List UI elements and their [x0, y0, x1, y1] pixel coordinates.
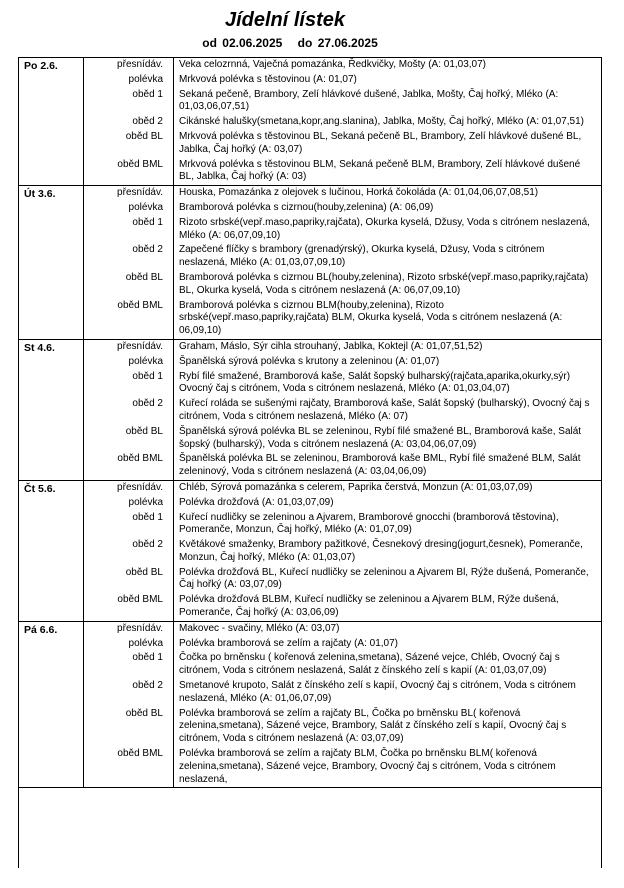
meal-type: oběd 2: [84, 397, 174, 425]
day-block: [19, 481, 601, 622]
page-title: Jídelní lístek: [224, 9, 346, 31]
to-date: 27.06.2025: [317, 36, 378, 50]
meal-description: Makovec - svačiny, Mléko (A: 03,07): [179, 622, 340, 634]
meal-row: [84, 243, 601, 271]
meal-row: [84, 370, 601, 398]
day-block: [19, 622, 601, 789]
meal-type: oběd BML: [84, 452, 174, 480]
meal-row: [84, 115, 601, 130]
meal-type: oběd 2: [84, 679, 174, 707]
meal-description: Polévka drožďová (A: 01,03,07,09): [179, 496, 334, 508]
day-block: [19, 186, 601, 340]
meal-type: přesnídáv.: [84, 622, 174, 637]
meal-description: Květákové smaženky, Brambory pažitkové, Česnekový dresing(jogurt,česnek), Pomeranče, Monzun, Čaj hořký, Mléko (A: 01,03,07): [179, 539, 583, 563]
meal-description: Bramborová polévka s cizrnou BLM(houby,zelenina), Rizoto srbské(vepř.maso,papriky,rajčata) BLM, Okurka kyselá, Voda s citrónem neslazená (A: 06,09,10): [179, 299, 563, 337]
meal-type: oběd BL: [84, 425, 174, 453]
meal-type: přesnídáv.: [84, 58, 174, 73]
meal-type: oběd 2: [84, 538, 174, 566]
meal-type: oběd 1: [84, 370, 174, 398]
meal-row: [84, 271, 601, 299]
meal-description: Rizoto srbské(vepř.maso,papriky,rajčata), Okurka kyselá, Džusy, Voda s citrónem neslazená, Mléko (A: 06,07,09,10): [179, 216, 590, 241]
meal-list: [84, 186, 601, 339]
meal-type: polévka: [84, 496, 174, 511]
meal-description: Chléb, Sýrová pomazánka s celerem, Paprika čerstvá, Monzun (A: 01,03,07,09): [179, 481, 533, 493]
day-label: St 4.6.: [19, 340, 84, 480]
meal-description: Smetanové krupoto, Salát z čínského zelí s kapií, Ovocný čaj s citrónem, Voda s citrónem neslazená, Mléko (A: 01,06,07,09): [179, 680, 576, 704]
meal-description: Mrkvová polévka s těstovinou (A: 01,07): [179, 73, 357, 85]
meal-description: Mrkvová polévka s těstovinou BL, Sekaná pečeně BL, Brambory, Zelí hlávkové dušené BL, Jablka, Čaj hořký (A: 03,07): [179, 130, 582, 155]
meal-description: Polévka bramborová se zelím a rajčaty (A: 01,07): [179, 637, 398, 649]
day-block: [19, 58, 601, 186]
meal-description: Španělská sýrová polévka BL se zeleninou, Rybí filé smažené BL, Bramborová kaše, Salát šopský (bulharský), Voda s citrónem neslazená (A: 03,04,06,07,09): [179, 425, 582, 450]
meal-type: oběd 1: [84, 651, 174, 679]
meal-row: [84, 186, 601, 201]
meal-row: [84, 88, 601, 116]
meal-description: Polévka bramborová se zelím a rajčaty BLM, Čočka po brněnsku BLM( kořenová zelenina,smetana), Sázené vejce, Brambory, Ovocný čaj s citrónem, Voda s citrónem neslazená,: [179, 748, 556, 785]
meal-type: oběd 1: [84, 511, 174, 539]
meal-description: Graham, Máslo, Sýr cihla strouhaný, Jablka, Koktejl (A: 01,07,51,52): [179, 340, 483, 352]
meal-description: Cikánské halušky(smetana,kopr,ang.slanina), Jablka, Mošty, Čaj hořký, Mléko (A: 01,07,51): [179, 116, 584, 128]
meal-description: Španělská sýrová polévka s krutony a zeleninou (A: 01,07): [179, 355, 440, 367]
meal-row: [84, 340, 601, 355]
meal-row: [84, 158, 601, 186]
meal-type: přesnídáv.: [84, 186, 174, 201]
meal-row: [84, 299, 601, 339]
meal-row: [84, 747, 601, 787]
day-label: Čt 5.6.: [19, 481, 84, 621]
meal-row: [84, 481, 601, 496]
meal-row: [84, 216, 601, 244]
meal-type: oběd BL: [84, 566, 174, 594]
meal-description: Kuřecí roláda se sušenými rajčaty, Bramborová kaše, Salát šopský (bulharský), Ovocný čaj s citrónem, Voda s citrónem neslazená, Mléko (A: 07): [179, 398, 590, 422]
meal-row: [84, 593, 601, 621]
meal-description: Rybí filé smažené, Bramborová kaše, Salát šopský bulharský(rajčata,aparika,okurky,sýr) Ovocný čaj s citrónem, Voda s citrónem neslazená, Mléko (A: 01,03,04,07): [179, 370, 571, 395]
date-range: [0, 36, 580, 50]
meal-row: [84, 511, 601, 539]
meal-type: oběd BL: [84, 707, 174, 747]
meal-row: [84, 58, 601, 73]
meal-description: Čočka po brněnsku ( kořenová zelenina,smetana), Sázené vejce, Chléb, Ovocný čaj s citrónem, Voda s citrónem neslazená, Salát z čínského zelí s kapií (A: 01,03,07,09): [179, 652, 560, 677]
day-label: Út 3.6.: [19, 186, 84, 339]
meal-row: [84, 651, 601, 679]
to-label: do: [297, 36, 313, 50]
meal-type: oběd BML: [84, 158, 174, 186]
meal-description: Mrkvová polévka s těstovinou BLM, Sekaná pečeně BLM, Brambory, Zelí hlávkové dušené BL, Jablka, Čaj hořký (A: 03): [179, 158, 581, 183]
meal-row: [84, 637, 601, 652]
meal-row: [84, 622, 601, 637]
meal-list: [84, 622, 601, 788]
meal-description: Polévka drožďová BLBM, Kuřecí nudličky se zeleninou a Ajvarem BLM, Rýže dušená, Pomeranče, Čaj hořký (A: 03,06,09): [179, 594, 559, 619]
meal-description: Veka celozrnná, Vaječná pomazánka, Ředkvičky, Mošty (A: 01,03,07): [179, 59, 487, 70]
meal-row: [84, 73, 601, 88]
day-label: Pá 6.6.: [19, 622, 84, 788]
meal-type: oběd 1: [84, 88, 174, 116]
meal-row: [84, 397, 601, 425]
meal-description: Polévka bramborová se zelím a rajčaty BL, Čočka po brněnsku BL( kořenová zelenina,smetana), Sázené vejce, Brambory, Salát z čínského zelí s kapií, Ovocný čaj s citrónem, Voda s citrónem neslazená (A: 03,07,09): [179, 707, 567, 745]
meal-description: Bramborová polévka s cizrnou BL(houby,zelenina), Rizoto srbské(vepř.maso,papriky,rajčata) BL, Okurka kyselá, Voda s citrónem neslazená (A: 06,07,09,10): [179, 271, 589, 296]
meal-type: přesnídáv.: [84, 481, 174, 496]
meal-description: Polévka drožďová BL, Kuřecí nudličky se zeleninou a Ajvarem Bl, Rýže dušená, Pomeranče, Čaj hořký (A: 03,07,09): [179, 566, 589, 591]
meal-description: Kuřecí nudličky se zeleninou a Ajvarem, Bramborové gnocchi (bramborová těstovina), Pomeranče, Monzun, Čaj hořký, Mléko (A: 01,07,09): [179, 511, 559, 536]
meal-description: Zapečené flíčky s brambory (grenadýrský), Okurka kyselá, Džusy, Voda s citrónem neslazená, Mléko (A: 01,03,07,09,10): [179, 244, 545, 269]
meal-description: Španělská polévka BL se zeleninou, Bramborová kaše BML, Rybí filé smažené BLM, Salát zeleninový, Voda s citrónem neslazená (A: 03,04,06,09): [179, 453, 581, 478]
meal-list: [84, 58, 601, 185]
meal-type: oběd BL: [84, 271, 174, 299]
meal-list: [84, 481, 601, 621]
meal-type: polévka: [84, 73, 174, 88]
meal-row: [84, 355, 601, 370]
day-label: Po 2.6.: [19, 58, 84, 185]
meal-type: oběd 2: [84, 115, 174, 130]
meal-row: [84, 130, 601, 158]
meal-description: Bramborová polévka s cizrnou(houby,zelenina) (A: 06,09): [179, 201, 434, 213]
meal-row: [84, 566, 601, 594]
menu-table: [18, 57, 602, 868]
meal-row: [84, 452, 601, 480]
meal-type: oběd 1: [84, 216, 174, 244]
meal-type: polévka: [84, 355, 174, 370]
meal-description: Sekaná pečeně, Brambory, Zelí hlávkové dušené, Jablka, Mošty, Čaj hořký, Mléko (A: 01,03,06,07,51): [179, 88, 559, 113]
from-label: od: [202, 36, 217, 50]
meal-row: [84, 425, 601, 453]
from-date: 02.06.2025: [222, 36, 283, 50]
meal-row: [84, 538, 601, 566]
meal-type: polévka: [84, 201, 174, 216]
meal-type: oběd BL: [84, 130, 174, 158]
meal-type: oběd BML: [84, 593, 174, 621]
meal-row: [84, 201, 601, 216]
meal-type: oběd 2: [84, 243, 174, 271]
meal-description: Houska, Pomazánka z olejovek s lučinou, Horká čokoláda (A: 01,04,06,07,08,51): [179, 187, 539, 199]
day-block: [19, 340, 601, 481]
meal-type: přesnídáv.: [84, 340, 174, 355]
meal-row: [84, 496, 601, 511]
meal-type: oběd BML: [84, 299, 174, 339]
meal-type: oběd BML: [84, 747, 174, 787]
meal-type: polévka: [84, 637, 174, 652]
meal-row: [84, 707, 601, 747]
meal-row: [84, 679, 601, 707]
meal-list: [84, 340, 601, 480]
